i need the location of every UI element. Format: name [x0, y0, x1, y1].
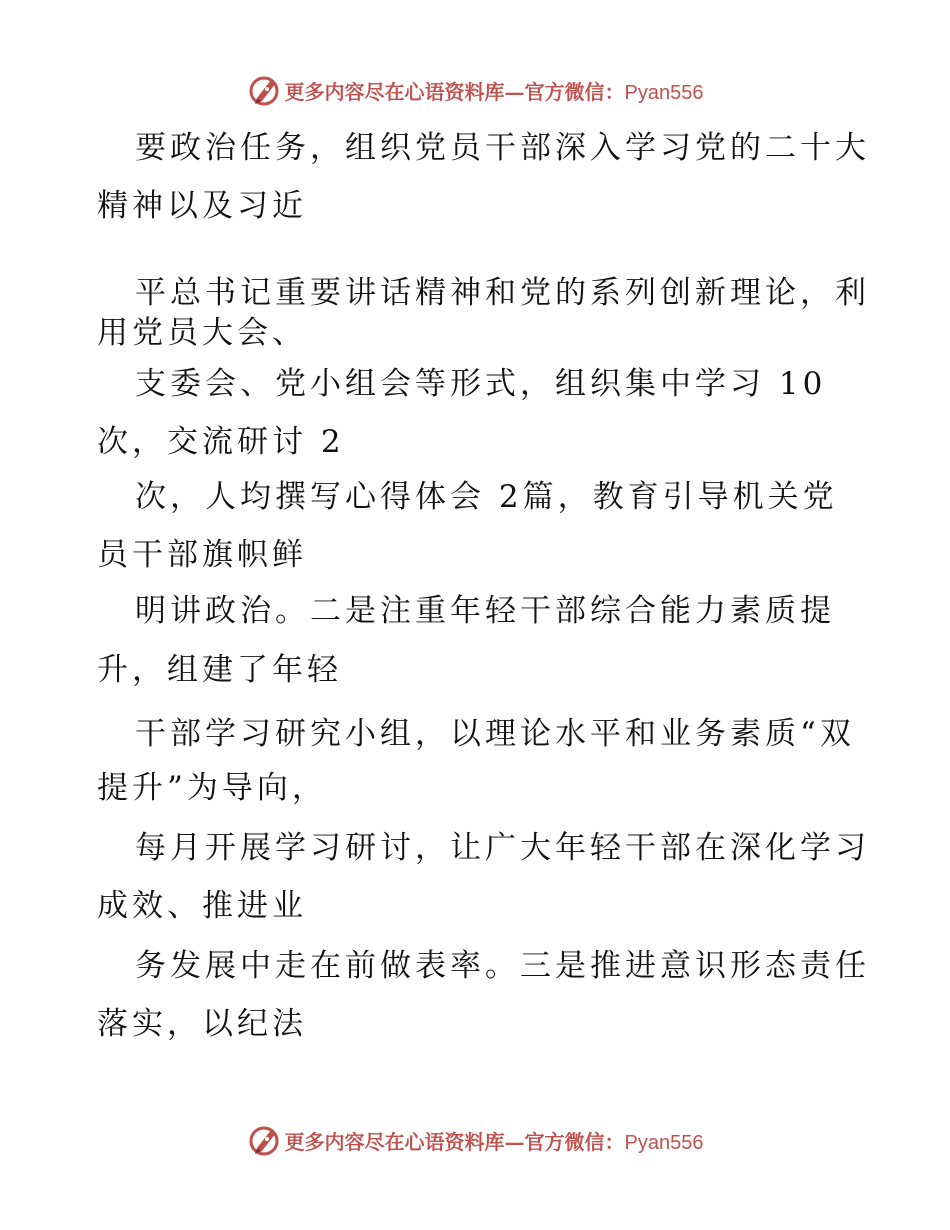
- text-line: 成效、推进业: [97, 888, 307, 924]
- text-line: 精神以及习近: [97, 188, 307, 224]
- text-line: 平总书记重要讲话精神和党的系列创新理论，利: [135, 275, 870, 311]
- watermark-text: [285, 76, 704, 105]
- text-line: 每月开展学习研讨，让广大年轻干部在深化学习: [135, 830, 870, 866]
- text-line: 支委会、党小组会等形式，组织集中学习 10: [135, 366, 827, 402]
- text-line: 升，组建了年轻: [97, 652, 342, 688]
- watermark-wechat-id: Pyan556: [624, 1131, 704, 1154]
- watermark-label: 更多内容尽在心语资料库—官方微信：: [284, 1129, 625, 1154]
- watermark-wechat-id: Pyan556: [624, 81, 704, 104]
- watermark-label: 更多内容尽在心语资料库—官方微信：: [284, 79, 625, 104]
- text-line: 要政治任务，组织党员干部深入学习党的二十大: [135, 130, 870, 166]
- text-line: 务发展中走在前做表率。三是推进意识形态责任: [135, 948, 870, 984]
- text-line: 提升”为导向，: [97, 770, 327, 806]
- footer-watermark: [0, 1120, 950, 1160]
- text-line: 落实，以纪法: [97, 1006, 307, 1042]
- pen-logo-icon: [247, 1122, 283, 1158]
- text-line: 次，交流研讨 2: [97, 424, 345, 460]
- text-line: 干部学习研究小组，以理论水平和业务素质“双: [135, 716, 855, 752]
- watermark-text: [285, 1126, 704, 1155]
- text-line: 用党员大会、: [97, 315, 307, 351]
- text-line: 明讲政治。二是注重年轻干部综合能力素质提: [135, 593, 835, 629]
- text-line: 员干部旗帜鲜: [97, 537, 307, 573]
- header-watermark: [0, 70, 950, 110]
- text-line: 次，人均撰写心得体会 2篇，教育引导机关党: [135, 479, 838, 515]
- pen-logo-icon: [247, 72, 283, 108]
